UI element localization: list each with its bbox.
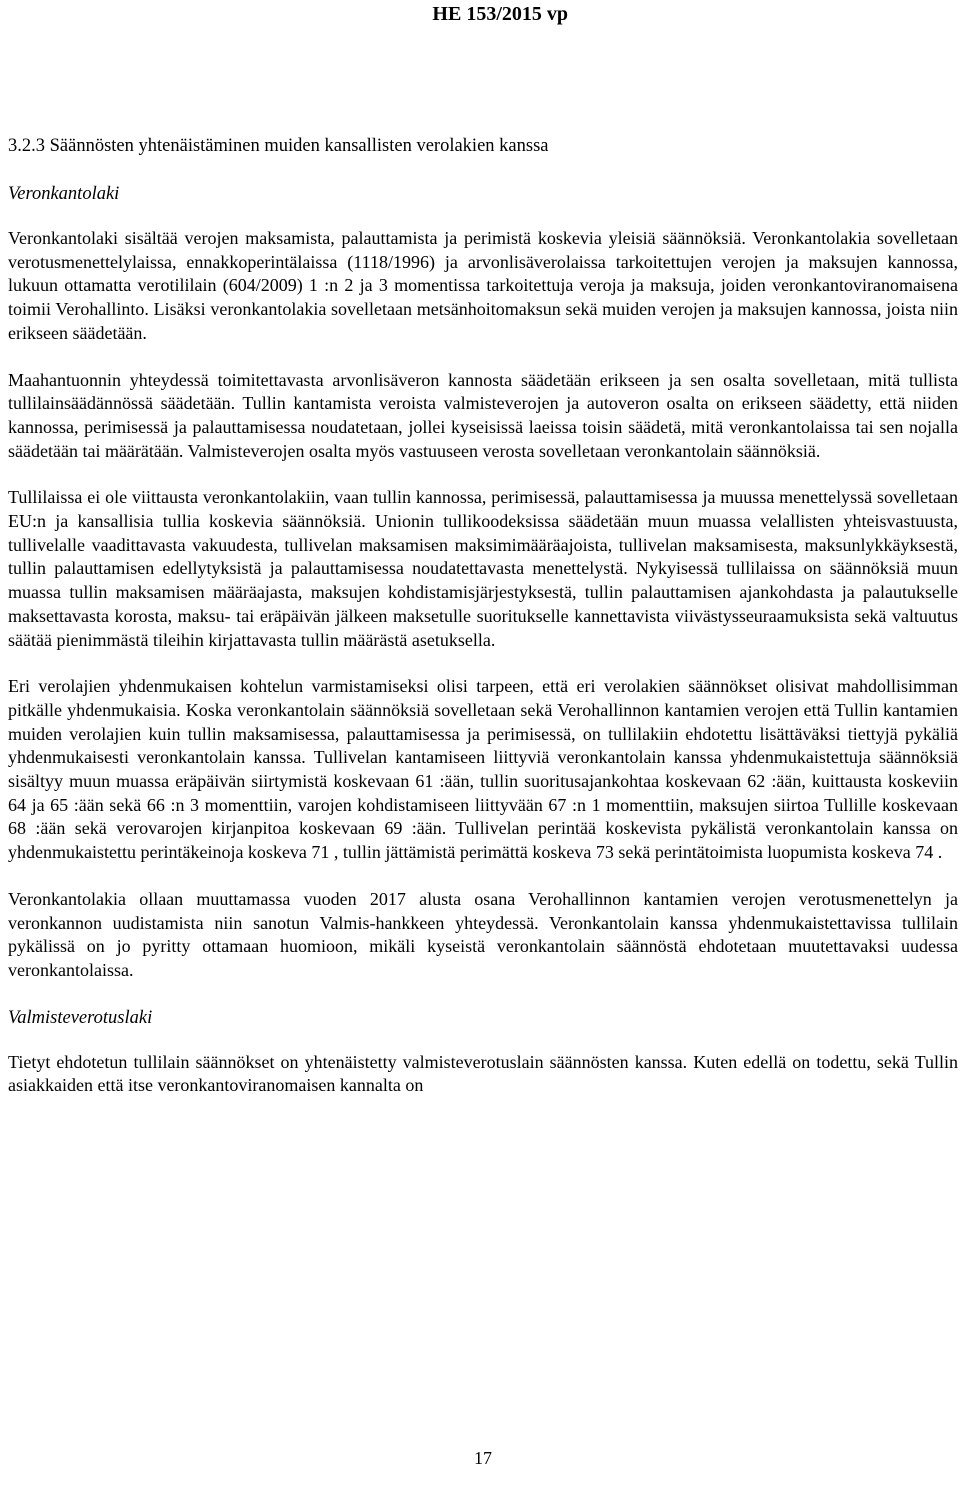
- document-id-header: HE 153/2015 vp: [432, 3, 568, 25]
- paragraph-2: Maahantuonnin yhteydessä toimitettavasta arvonlisäveron kannosta säädetään erikseen ja sen osalta sovelletaan, mitä tullista tullilainsäädännössä säädetään. Tullin kantamista veroista valmisteverojen ja autoveron osalta on erikseen säädetty, että niiden kannossa, perimisessä ja palauttamisessa noudatetaan, jollei kyseisissä laeissa toisin säädetä, mitä veronkantolaissa tai sen nojalla säädetään tai määrätään. Valmisteverojen osalta myös vastuuseen verosta sovelletaan veronkantolain säännöksiä.: [8, 369, 958, 461]
- paragraph-3: Tullilaissa ei ole viittausta veronkantolakiin, vaan tullin kannossa, perimisessä, palauttamisessa ja muussa menettelyssä sovelletaan EU:n ja kansallisia tullia koskevia säännöksiä. Unionin tullikoodeksissa säädetään muun muassa velallisten yhteisvastuusta, tullivelalle vaadittavasta vakuudesta, tullivelan maksamisen maksimimääräajoista, tullivelan maksamisesta, maksunlykkäyksestä, tullin palauttamisen edellytyksistä ja palauttamisessa noudatettavasta menettelystä. Nykyisessä tullilaissa on säännöksiä muun muassa tullin maksamisen määräajasta, maksujen kohdistamisjärjestyksestä, tullin palauttamisen ajankohdasta ja palautukselle maksettavasta korosta, maksu- tai eräpäivän jälkeen maksetulle suoritukselle kannettavista viivästysseuraamuksista sekä valtuutus säätää pienimmästä tileihin kirjattavasta tullin määrästä asetuksella.: [8, 487, 958, 650]
- page-number: 17: [474, 1448, 492, 1468]
- subheading-valmisteverotuslaki: Valmisteverotuslaki: [8, 1007, 153, 1028]
- page-content: [8, 134, 958, 1098]
- paragraph-6: Tietyt ehdotetun tullilain säännökset on yhtenäistetty valmisteverotuslain säännösten kanssa. Kuten edellä on todettu, sekä Tullin asiakkaiden että itse veronkantoviranomaisen kannalta on: [8, 1051, 958, 1096]
- section-heading: 3.2.3 Säännösten yhtenäistäminen muiden kansallisten verolakien kanssa: [8, 136, 549, 156]
- paragraph-4: Eri verolajien yhdenmukaisen kohtelun varmistamiseksi olisi tarpeen, että eri verolakien säännökset olisivat mahdollisimman pitkälle yhdenmukaisia. Koska veronkantolain säännöksiä sovelletaan sekä Verohallinnon kantamien verojen että Tullin kantamien muiden verolajien kuin tullin maksamisessa, palauttamisessa ja perimisessä, on tullilakiin ehdotettu lisättäväksi tiettyjä pykäliä yhdenmukaisesti veronkantolain kanssa. Tullivelan kantamiseen liittyviä veronkantolain kanssa yhdenmukaistettuja säännöksiä sisältyy muun muassa eräpäivän siirtymistä koskevaan 61 :ään, tullin suoritusajankohtaa koskevaan 62 :ään, kuittausta koskeviin 64 ja 65 :ään sekä 66 :n 3 momenttiin, varojen kohdistamiseen liittyvään 67 :n 1 momenttiin, maksujen siirtoa Tullille koskevaan 68 :ään sekä verovarojen kirjanpitoa koskevaan 69 :ään. Tullivelan perintää koskevista pykälistä veronkantolain kanssa on yhdenmukaistettu perintäkeinoja koskeva 71 , tullin jättämistä perimättä koskeva 73 sekä perintätoimista luopumista koskeva 74 .: [8, 676, 958, 863]
- paragraph-5: Veronkantolakia ollaan muuttamassa vuoden 2017 alusta osana Verohallinnon kantamien verojen verotusmenettelyn ja veronkannon uudistamista niin sanotun Valmis-hankkeen yhteydessä. Veronkantolain kanssa yhdenmukaistettavissa tullilain pykälissä on jo pyritty ottamaan huomioon, mikäli kyseistä veronkantolain säännöstä ehdotetaan muutettavaksi uudessa veronkantolaissa.: [8, 888, 958, 980]
- paragraph-1: Veronkantolaki sisältää verojen maksamista, palauttamista ja perimistä koskevia yleisiä säännöksiä. Veronkantolakia sovelletaan verotusmenettelylaissa, ennakkoperintälaissa (1118/1996) ja arvonlisäverolaissa tarkoitettujen verojen ja maksujen kannossa, lukuun ottamatta verotililain (604/2009) 1 :n 2 ja 3 momentissa tarkoitettuja veroja ja maksuja, joiden veronkantoviranomaisena toimii Verohallinto. Lisäksi veronkantolakia sovelletaan metsänhoitomaksun sekä muiden verojen ja maksujen kannossa, joista niin erikseen säädetään.: [8, 228, 958, 343]
- subheading-veronkantolaki: Veronkantolaki: [8, 184, 120, 204]
